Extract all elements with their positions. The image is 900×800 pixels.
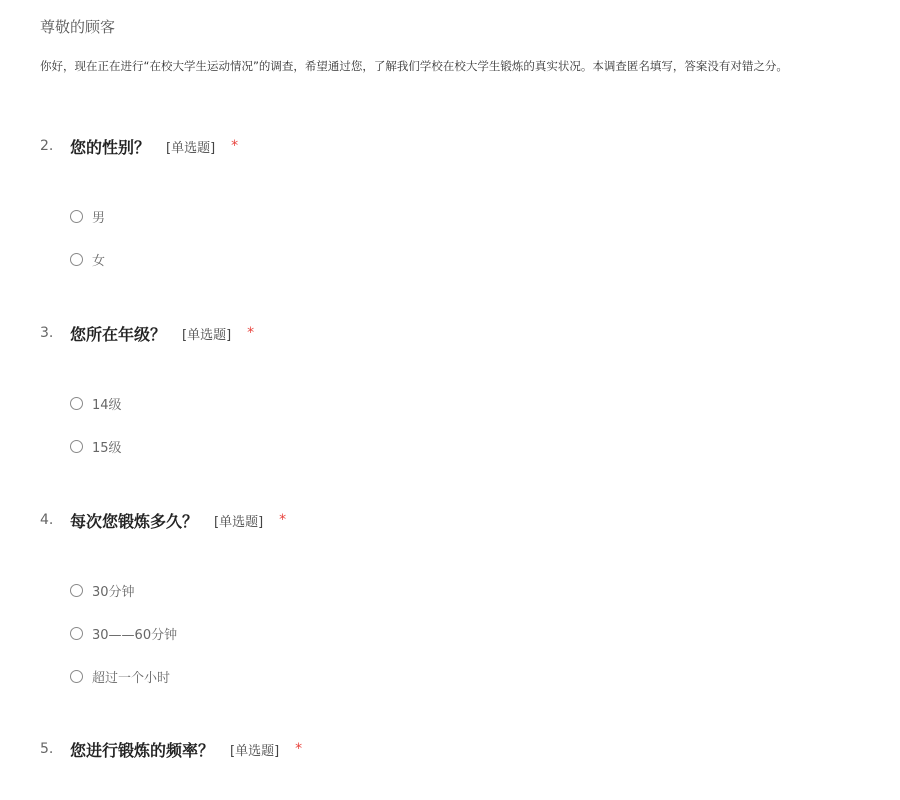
option-label: 14级 [92,397,122,413]
radio-button[interactable] [70,253,83,266]
radio-button[interactable] [70,397,83,410]
required-marker: * [279,512,287,528]
question-number: 3. [40,325,54,341]
question-title: 每次您锻炼多久？ [70,511,199,531]
option-label: 30分钟 [92,584,135,600]
question-number: 5. [40,741,54,757]
intro-text: 你好，现在正在进行“在校大学生运动情况”的调查，希望通过您，了解我们学校在校大学生锻炼的真实状况。本调查匿名填写，答案没有对错之分。 [40,59,788,73]
question-duration [40,507,860,537]
question-type-label: [单选题] [166,140,216,156]
radio-button[interactable] [70,210,83,223]
option-label: 女 [92,253,106,269]
option-30-minutes[interactable] [70,581,135,599]
option-over-one-hour[interactable] [70,667,170,685]
required-marker: * [231,138,239,154]
question-frequency [40,736,860,766]
required-marker: * [295,741,303,757]
option-label: 30——60分钟 [92,627,178,643]
radio-button[interactable] [70,584,83,597]
question-gender [40,133,860,163]
question-title: 您所在年级？ [70,324,167,344]
required-marker: * [247,325,255,341]
option-label: 15级 [92,440,122,456]
option-grade-15[interactable] [70,437,122,455]
question-title: 您进行锻炼的频率？ [70,740,215,760]
radio-button[interactable] [70,627,83,640]
question-type-label: [单选题] [230,743,280,759]
option-label: 超过一个小时 [92,670,171,686]
question-type-label: [单选题] [182,327,232,343]
option-male[interactable] [70,207,105,225]
question-grade [40,320,860,350]
question-number: 4. [40,512,54,528]
question-title: 您的性别？ [70,137,151,157]
radio-button[interactable] [70,670,83,683]
option-female[interactable] [70,250,105,268]
question-type-label: [单选题] [214,514,264,530]
option-30-60-minutes[interactable] [70,624,177,642]
question-number: 2. [40,138,54,154]
intro-title: 尊敬的顾客 [40,18,116,36]
option-label: 男 [92,210,106,226]
radio-button[interactable] [70,440,83,453]
option-grade-14[interactable] [70,394,122,412]
